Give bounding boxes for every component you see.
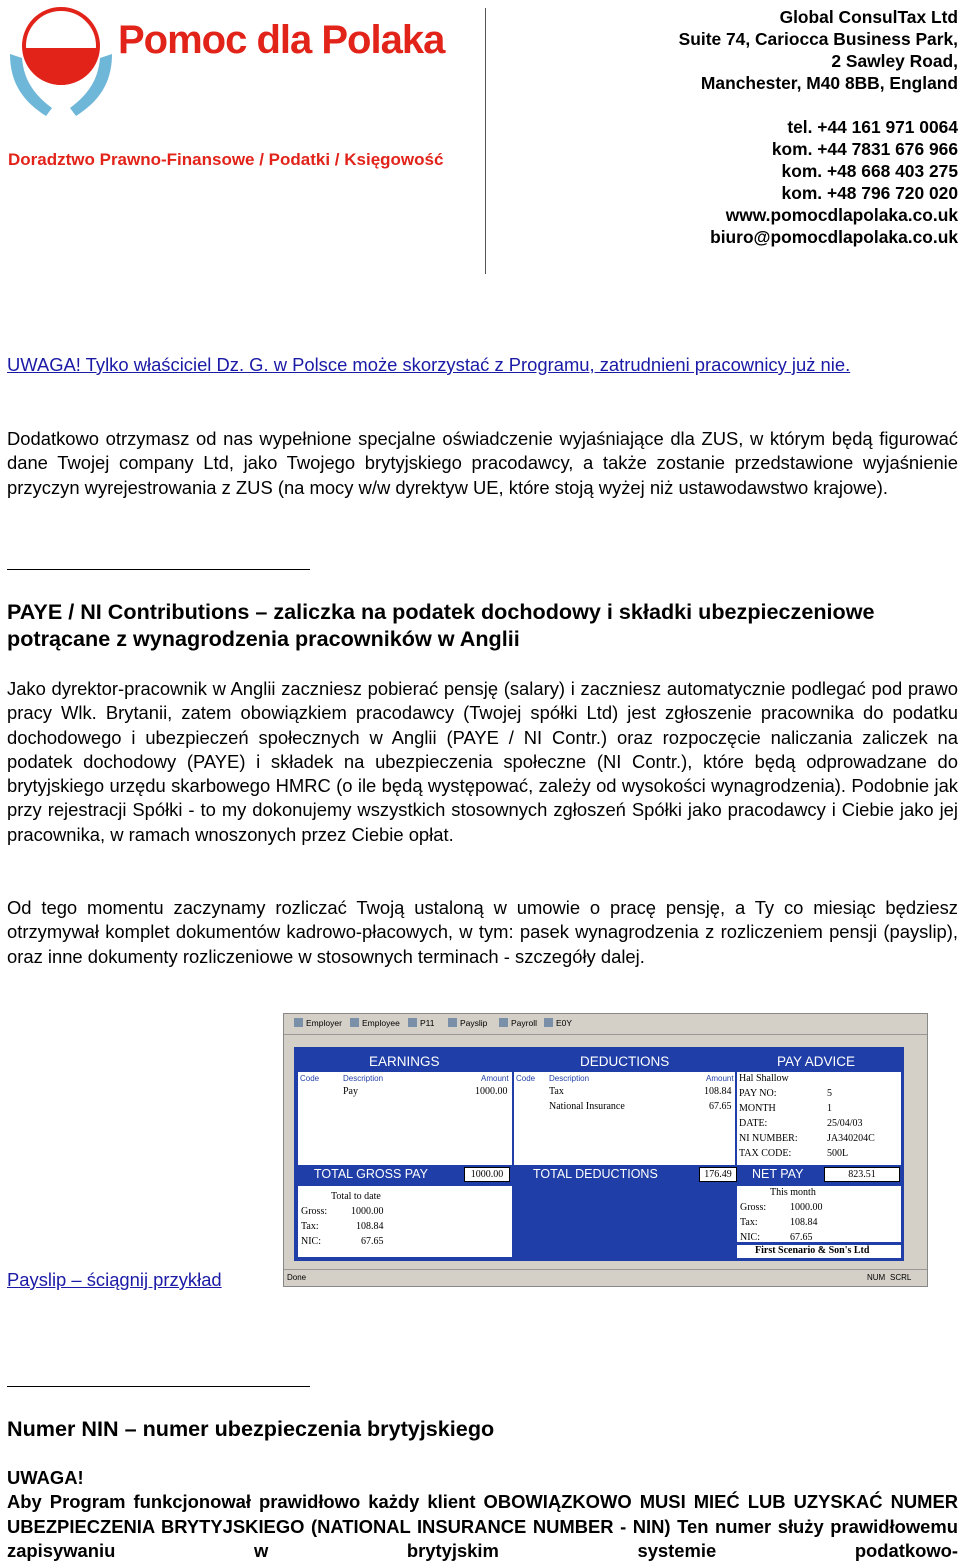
employer-name: First Scenario & Son's Ltd bbox=[755, 1245, 870, 1256]
status-bar bbox=[284, 1269, 927, 1287]
toolbar-payroll: Payroll bbox=[499, 1018, 537, 1028]
contact-block bbox=[679, 6, 958, 248]
col-description: Description bbox=[549, 1074, 590, 1083]
scrl-indicator: SCRL bbox=[890, 1273, 912, 1282]
advice-label: TAX CODE: bbox=[739, 1148, 792, 1159]
employee-name: Hal Shallow bbox=[739, 1073, 789, 1084]
p11-icon bbox=[408, 1018, 417, 1027]
address-line: Manchester, M40 8BB, England bbox=[700, 73, 958, 93]
this-month-item-label: Gross: bbox=[740, 1202, 767, 1213]
mobile: kom. +48 668 403 275 bbox=[781, 161, 958, 181]
total-deductions-value: 176.49 bbox=[699, 1167, 737, 1182]
notice-title: UWAGA! bbox=[7, 1467, 84, 1488]
section-divider bbox=[7, 1386, 310, 1387]
advice-label: MONTH bbox=[739, 1103, 776, 1114]
status-text: Done bbox=[287, 1273, 307, 1282]
to-date-value: 108.84 bbox=[356, 1221, 384, 1232]
logo-hands-icon bbox=[6, 4, 116, 124]
advice-value: JA340204C bbox=[827, 1133, 875, 1144]
header-divider bbox=[485, 8, 486, 274]
col-code: Code bbox=[300, 1074, 320, 1083]
net-pay-value: 823.51 bbox=[824, 1167, 900, 1182]
total-to-date-label: Total to date bbox=[331, 1191, 381, 1202]
pay-advice-title: PAY ADVICE bbox=[777, 1054, 856, 1069]
earnings-title: EARNINGS bbox=[369, 1054, 440, 1069]
advice-value: 5 bbox=[827, 1088, 832, 1099]
toolbar-p11: P11 bbox=[408, 1018, 435, 1028]
deduction-amount: 67.65 bbox=[709, 1101, 732, 1112]
num-indicator: NUM bbox=[867, 1273, 886, 1282]
deduction-amount: 108.84 bbox=[704, 1086, 732, 1097]
to-date-value: 67.65 bbox=[361, 1236, 384, 1247]
this-month-item-value: 67.65 bbox=[790, 1232, 813, 1243]
toolbar-payslip: Payslip bbox=[448, 1018, 487, 1028]
address-line: Suite 74, Cariocca Business Park, bbox=[678, 29, 958, 49]
deduction-description: National Insurance bbox=[549, 1101, 625, 1112]
payslip-screenshot bbox=[283, 1013, 928, 1287]
earning-description: Pay bbox=[343, 1086, 358, 1097]
payslip-icon bbox=[448, 1018, 457, 1027]
col-amount: Amount bbox=[481, 1074, 509, 1083]
toolbar-employer: Employer bbox=[294, 1018, 342, 1028]
phone: tel. +44 161 971 0064 bbox=[787, 117, 958, 137]
logo-subtitle: Doradztwo Prawno-Finansowe / Podatki / Księgowość bbox=[8, 150, 444, 169]
advice-value: 1 bbox=[827, 1103, 832, 1114]
paragraph: Dodatkowo otrzymasz od nas wypełnione specjalne oświadczenie wyjaśniające dla ZUS, w którym będą figurować dane Twojej company Ltd, jako Twojego brytyjskiego pracodawcy, a także zostanie przedstawione wyjaśnienie przyczyn wyrejestrowania z ZUS (na mocy w/w dyrektyw UE, które stoją wyżej niż ustawodawstwo krajowe). bbox=[7, 428, 958, 498]
mobile: kom. +48 796 720 020 bbox=[781, 183, 958, 203]
payslip-form bbox=[294, 1047, 904, 1261]
net-pay-label: NET PAY bbox=[752, 1167, 804, 1181]
paragraph: Jako dyrektor-pracownik w Anglii zaczniesz pobierać pensję (salary) i zaczniesz automatycznie podlegać pod prawo pracy Wlk. Brytanii, zatem obowiązkiem pracodawcy (Twojej spółki Ltd) jest zgłoszenie pracownika do podatku dochodowego i ubezpieczeń społecznych w Anglii (PAYE / NI Contr.) oraz rozpoczęcie naliczania zaliczek na podatek dochodowy (PAYE) i składek na ubezpieczenia społeczne (NI Contr.), które będą odprowadzane do brytyjskiego urzędu skarbowego HMRC (o ile będą występować, zależy od wysokości wynagrodzenia). Podobnie jak przy rejestracji Spółki - to my dokonujemy wszystkich stosownych zgłoszeń Spółki jako pracodawcy i Ciebie jako jej pracownika, w ramach wnoszonych przez Ciebie opłat. bbox=[7, 678, 958, 845]
this-month-item-label: NIC: bbox=[740, 1232, 760, 1243]
this-month-item-value: 1000.00 bbox=[790, 1202, 823, 1213]
to-date-label: Gross: bbox=[301, 1206, 328, 1217]
advice-value: 25/04/03 bbox=[827, 1118, 863, 1129]
advice-label: PAY NO: bbox=[739, 1088, 777, 1099]
totals-to-date-panel bbox=[298, 1186, 512, 1257]
earning-amount: 1000.00 bbox=[475, 1086, 508, 1097]
total-gross-value: 1000.00 bbox=[464, 1167, 510, 1182]
to-date-label: Tax: bbox=[301, 1221, 319, 1232]
advice-label: NI NUMBER: bbox=[739, 1133, 798, 1144]
pay-advice-panel bbox=[737, 1072, 901, 1165]
warning-link[interactable]: UWAGA! Tylko właściciel Dz. G. w Polsce może skorzystać z Programu, zatrudnieni pracownicy już nie. bbox=[7, 354, 851, 375]
section-divider bbox=[7, 569, 310, 570]
payslip-toolbar bbox=[284, 1014, 927, 1035]
toolbar-employee: Employee bbox=[350, 1018, 400, 1028]
logo-title: Pomoc dla Polaka bbox=[118, 18, 445, 62]
address-line: 2 Sawley Road, bbox=[831, 51, 958, 71]
col-code: Code bbox=[516, 1074, 536, 1083]
employee-icon bbox=[350, 1018, 359, 1027]
payslip-download-link[interactable]: Payslip – ściągnij przykład bbox=[7, 1269, 222, 1290]
advice-value: 500L bbox=[827, 1148, 849, 1159]
total-gross-label: TOTAL GROSS PAY bbox=[314, 1167, 428, 1181]
section-heading: PAYE / NI Contributions – zaliczka na podatek dochodowy i składki ubezpieczeniowe potrącane z wynagrodzenia pracowników w Anglii bbox=[7, 599, 875, 651]
toolbar-eoy: E0Y bbox=[544, 1018, 572, 1028]
this-month-label: This month bbox=[770, 1187, 816, 1198]
deduction-description: Tax bbox=[549, 1086, 564, 1097]
section-heading: Numer NIN – numer ubezpieczenia brytyjskiego bbox=[7, 1416, 495, 1441]
col-description: Description bbox=[343, 1074, 384, 1083]
deductions-title: DEDUCTIONS bbox=[580, 1054, 670, 1069]
notice-paragraph bbox=[7, 1466, 958, 1563]
mobile: kom. +44 7831 676 966 bbox=[771, 139, 958, 159]
total-deductions-label: TOTAL DEDUCTIONS bbox=[533, 1167, 658, 1181]
this-month-panel bbox=[737, 1186, 901, 1242]
paragraph: Od tego momentu zaczynamy rozliczać Twoją ustaloną w umowie o pracę pensję, a Ty co miesiąc będziesz otrzymywał komplet dokumentów kadrowo-płacowych, w tym: pasek wynagrodzenia z rozliczeniem pensji (payslip), oraz inne dokumenty rozliczeniowe w stosownych terminach - szczegóły dalej. bbox=[7, 897, 958, 967]
to-date-value: 1000.00 bbox=[351, 1206, 384, 1217]
advice-label: DATE: bbox=[739, 1118, 768, 1129]
employer-name-panel bbox=[737, 1245, 901, 1258]
this-month-item-value: 108.84 bbox=[790, 1217, 818, 1228]
website-link[interactable]: www.pomocdlapolaka.co.uk bbox=[725, 205, 958, 225]
deductions-panel bbox=[514, 1072, 735, 1165]
payroll-icon bbox=[499, 1018, 508, 1027]
employer-icon bbox=[294, 1018, 303, 1027]
notice-text: Aby Program funkcjonował prawidłowo każdy klient OBOWIĄZKOWO MUSI MIEĆ LUB UZYSKAĆ NUMER UBEZPIECZENIA BRYTYJSKIEGO (NATIONAL INSURANCE NUMBER - NIN) Ten numer służy prawidłowemu zapisywaniu w brytyjskim systemie podatkowo- bbox=[7, 1491, 958, 1561]
this-month-item-label: Tax: bbox=[740, 1217, 758, 1228]
email-link[interactable]: biuro@pomocdlapolaka.co.uk bbox=[710, 227, 958, 247]
col-amount: Amount bbox=[706, 1074, 734, 1083]
to-date-label: NIC: bbox=[301, 1236, 321, 1247]
earnings-panel bbox=[298, 1072, 512, 1165]
company-name: Global ConsulTax Ltd bbox=[779, 7, 958, 27]
eoy-icon bbox=[544, 1018, 553, 1027]
